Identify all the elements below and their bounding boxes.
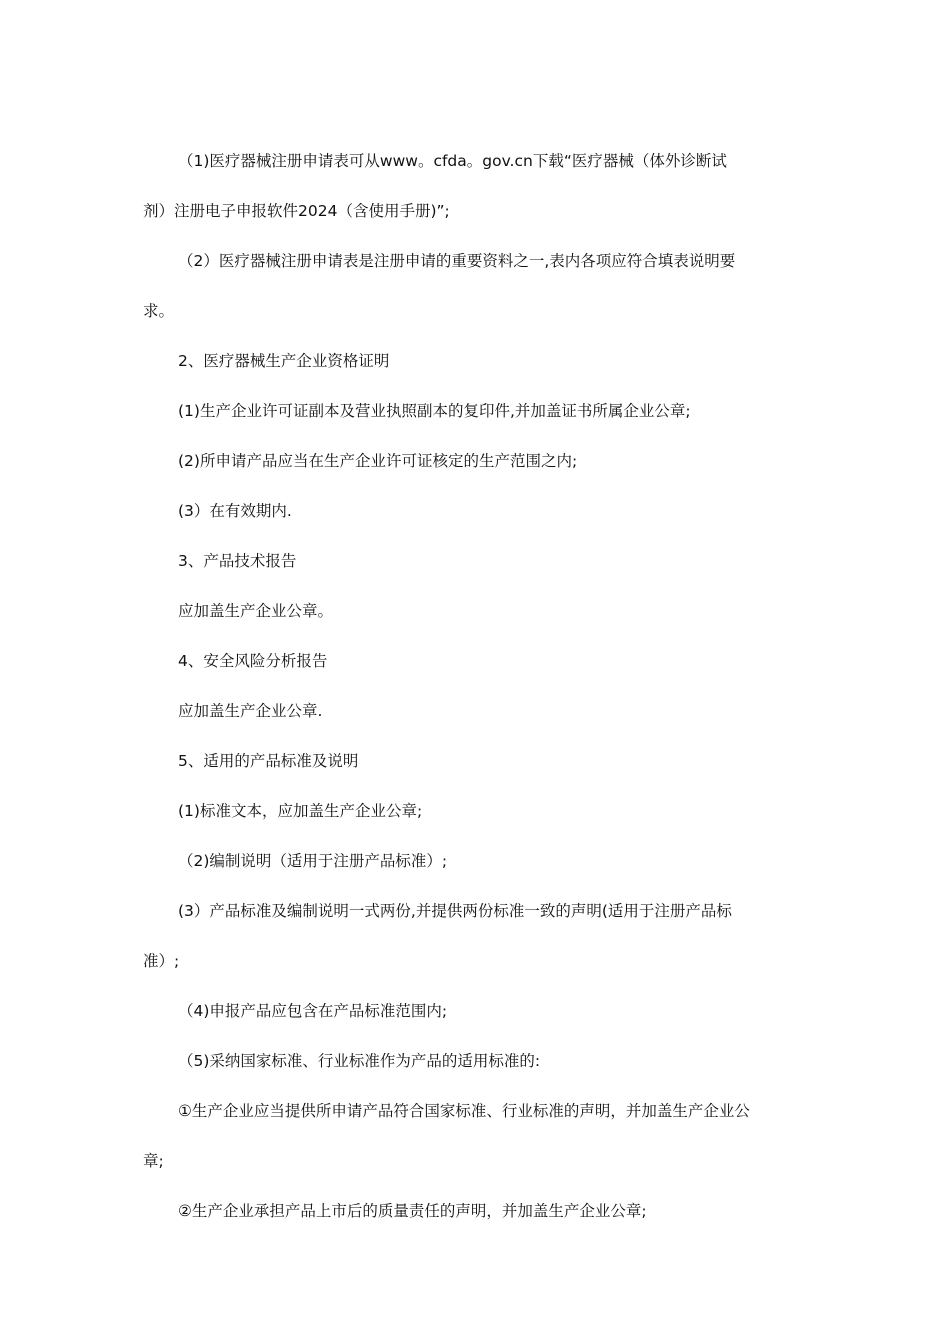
- section-heading: 4、安全风险分析报告: [178, 652, 328, 670]
- section-heading: 5、适用的产品标准及说明: [178, 752, 359, 770]
- paragraph-line: （1)医疗器械注册申请表可从www。cfda。gov.cn下载“医疗器械（体外诊断试: [178, 152, 727, 170]
- paragraph-line: 准）;: [143, 952, 180, 970]
- section-heading: 2、医疗器械生产企业资格证明: [178, 352, 390, 370]
- paragraph-line: 剂）注册电子申报软件2024（含使用手册)”;: [143, 202, 450, 220]
- paragraph-line: 应加盖生产企业公章.: [178, 702, 323, 720]
- paragraph-line: (1)标准文本，应加盖生产企业公章;: [178, 802, 423, 820]
- paragraph-line: （2）医疗器械注册申请表是注册申请的重要资料之一,表内各项应符合填表说明要: [178, 252, 736, 270]
- paragraph-line: (3）在有效期内.: [178, 502, 292, 520]
- paragraph-line: 应加盖生产企业公章。: [178, 602, 334, 620]
- paragraph-line: (2)所申请产品应当在生产企业许可证核定的生产范围之内;: [178, 452, 578, 470]
- paragraph-line: 章;: [143, 1152, 164, 1170]
- paragraph-line: （5)采纳国家标准、行业标准作为产品的适用标准的:: [178, 1052, 541, 1070]
- paragraph-line: (1)生产企业许可证副本及营业执照副本的复印件,并加盖证书所属企业公章;: [178, 402, 691, 420]
- paragraph-line: (3）产品标准及编制说明一式两份,并提供两份标准一致的声明(适用于注册产品标: [178, 902, 732, 920]
- paragraph-line: ①生产企业应当提供所申请产品符合国家标准、行业标准的声明，并加盖生产企业公: [178, 1102, 750, 1120]
- paragraph-line: （2)编制说明（适用于注册产品标准）;: [178, 852, 448, 870]
- section-heading: 3、产品技术报告: [178, 552, 297, 570]
- paragraph-line: （4)申报产品应包含在产品标准范围内;: [178, 1002, 448, 1020]
- paragraph-line: 求。: [143, 302, 175, 320]
- paragraph-line: ②生产企业承担产品上市后的质量责任的声明，并加盖生产企业公章;: [178, 1202, 647, 1220]
